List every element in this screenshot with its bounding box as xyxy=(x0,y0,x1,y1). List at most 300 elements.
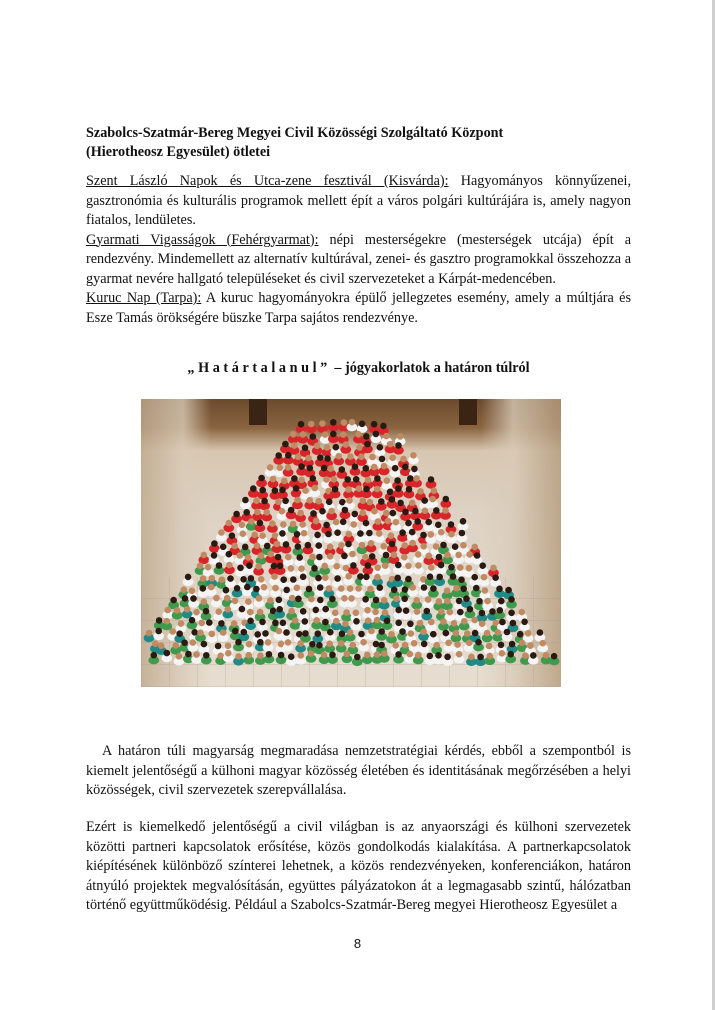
person-head xyxy=(371,464,378,471)
person-head xyxy=(427,573,434,580)
person-head xyxy=(508,596,515,603)
person-head xyxy=(266,651,273,658)
person-head xyxy=(245,598,252,605)
person-head xyxy=(267,597,274,604)
person-head xyxy=(239,522,246,529)
person-head xyxy=(248,518,255,525)
person-head xyxy=(208,584,215,591)
person-head xyxy=(265,639,272,646)
person-head xyxy=(347,629,354,636)
person-head xyxy=(401,554,408,561)
page-number: 8 xyxy=(353,936,362,951)
person-head xyxy=(283,587,290,594)
person-head xyxy=(301,530,308,537)
person-head xyxy=(219,576,226,583)
person-head xyxy=(402,642,409,649)
person-head xyxy=(425,519,432,526)
person-head xyxy=(279,508,286,515)
person-head xyxy=(468,654,475,661)
person-head xyxy=(454,641,461,648)
person-head xyxy=(363,574,370,581)
person-head xyxy=(313,518,320,525)
person-head xyxy=(223,587,230,594)
person-head xyxy=(280,521,287,528)
person-head xyxy=(201,552,208,559)
person-head xyxy=(443,630,450,637)
idea-title: Szent László Napok és Utca-zene fesztivál (Kisvárda): xyxy=(86,173,449,189)
person-head xyxy=(447,609,454,616)
person-head xyxy=(353,618,360,625)
person-head xyxy=(288,653,295,660)
person-head xyxy=(498,598,505,605)
photo-subtitle xyxy=(86,360,631,377)
person-head xyxy=(262,630,269,637)
person-head xyxy=(209,575,216,582)
person-head xyxy=(300,431,307,438)
person-head xyxy=(322,606,329,613)
person-head xyxy=(308,421,315,428)
person-head xyxy=(308,596,315,603)
person-head xyxy=(444,587,451,594)
person-head xyxy=(374,617,381,624)
person-head xyxy=(496,586,503,593)
person-head xyxy=(190,595,197,602)
person-head xyxy=(539,640,546,647)
person-head xyxy=(176,653,183,660)
person-head xyxy=(371,421,378,428)
person-head xyxy=(264,543,271,550)
person-head xyxy=(317,454,324,461)
person-head xyxy=(225,650,232,657)
person-head xyxy=(323,476,330,483)
person-head xyxy=(288,565,295,572)
person-head xyxy=(457,609,464,616)
person-head xyxy=(334,575,341,582)
person-head xyxy=(329,652,336,659)
person-head xyxy=(314,532,321,539)
person-head xyxy=(340,519,347,526)
person-head xyxy=(505,587,512,594)
person-head xyxy=(414,608,421,615)
person-head xyxy=(444,654,451,661)
person-head xyxy=(341,553,348,560)
person-head xyxy=(310,510,317,517)
person-head xyxy=(422,507,429,514)
paragraph-text: Ezért is kiemelkedő jelentőségű a civil világban is az anyaországi és külhoni szervezetek közötti partneri kapcsolatok erősítése, közös gondolkodás kialakítása. A partnerkapcsolatok kiépítésének különböző színterei lehetnek, a közös rendezvényeken, konferenciákon, határon átnyúló projektek megvalósításán, együttes pályázatokon át a legmagasabb szintű, hálózatban történő együttműködésig. Például a Szabolcs-Szatmár-Bereg megyei Hierotheosz Egyesület a xyxy=(86,819,631,913)
subtitle-spaced: „Határtalanul” xyxy=(187,360,331,376)
person-head xyxy=(332,610,339,617)
person-head xyxy=(240,530,247,537)
person-head xyxy=(383,510,390,517)
person-head xyxy=(298,421,305,428)
person-head xyxy=(313,617,320,624)
person-head xyxy=(463,595,470,602)
person-head xyxy=(327,465,334,472)
person-head xyxy=(342,507,349,514)
person-head xyxy=(433,507,440,514)
person-head xyxy=(313,607,320,614)
person-head xyxy=(305,542,312,549)
person-head xyxy=(244,584,251,591)
person-head xyxy=(444,598,451,605)
person-head xyxy=(245,554,252,561)
person-head xyxy=(246,641,253,648)
person-head xyxy=(466,551,473,558)
person-head xyxy=(507,651,514,658)
person-head xyxy=(429,496,436,503)
person-head xyxy=(335,453,342,460)
person-head xyxy=(288,608,295,615)
person-head xyxy=(323,522,330,529)
person-head xyxy=(185,574,192,581)
person-head xyxy=(240,576,247,583)
person-head xyxy=(234,585,241,592)
person-head xyxy=(297,640,304,647)
idea-title: Gyarmati Vigasságok (Fehérgyarmat): xyxy=(86,231,319,248)
person-head xyxy=(388,631,395,638)
person-head xyxy=(258,475,265,482)
person-head xyxy=(395,562,402,569)
person-head xyxy=(185,651,192,658)
person-head xyxy=(328,508,335,515)
person-head xyxy=(472,630,479,637)
person-head xyxy=(395,651,402,658)
person-head xyxy=(401,596,408,603)
person-head xyxy=(164,618,171,625)
person-head xyxy=(347,585,354,592)
person-head xyxy=(525,630,532,637)
person-head xyxy=(315,498,322,505)
person-head xyxy=(448,531,455,538)
person-head xyxy=(484,598,491,605)
person-head xyxy=(326,640,333,647)
person-head xyxy=(334,529,341,536)
person-head xyxy=(330,431,337,438)
person-head xyxy=(453,630,460,637)
person-head xyxy=(245,652,252,659)
person-head xyxy=(203,652,210,659)
person-head xyxy=(438,529,445,536)
person-head xyxy=(408,630,415,637)
person-head xyxy=(309,554,316,561)
person-head xyxy=(296,554,303,561)
person-head xyxy=(146,630,153,637)
person-head xyxy=(371,508,378,515)
person-head xyxy=(410,452,417,459)
person-head xyxy=(426,553,433,560)
person-head xyxy=(405,563,412,570)
person-head xyxy=(351,521,358,528)
person-head xyxy=(383,552,390,559)
person-head xyxy=(402,464,409,471)
person-head xyxy=(521,619,528,626)
person-head xyxy=(253,497,260,504)
person-head xyxy=(436,554,443,561)
person-head xyxy=(254,509,261,516)
person-head xyxy=(164,607,171,614)
person-head xyxy=(363,520,370,527)
person-head xyxy=(466,640,473,647)
person-head xyxy=(276,606,283,613)
person-head xyxy=(349,551,356,558)
person-head xyxy=(309,641,316,648)
person-head xyxy=(330,419,337,426)
person-head xyxy=(281,478,288,485)
person-head xyxy=(481,574,488,581)
person-head xyxy=(322,619,329,626)
person-head xyxy=(367,499,374,506)
person-head xyxy=(295,596,302,603)
person-head xyxy=(326,585,333,592)
person-head xyxy=(327,629,334,636)
person-head xyxy=(205,564,212,571)
person-head xyxy=(209,631,216,638)
person-head xyxy=(433,642,440,649)
person-head xyxy=(233,511,240,518)
person-head xyxy=(345,573,352,580)
person-head xyxy=(298,463,305,470)
person-head xyxy=(353,476,360,483)
person-head xyxy=(279,530,286,537)
person-head xyxy=(475,639,482,646)
person-head xyxy=(346,497,353,504)
person-head xyxy=(389,455,396,462)
person-head xyxy=(395,442,402,449)
person-head xyxy=(350,562,357,569)
person-head xyxy=(367,586,374,593)
person-head xyxy=(395,485,402,492)
person-head xyxy=(460,518,467,525)
person-head xyxy=(291,475,298,482)
person-head xyxy=(352,463,359,470)
person-head xyxy=(211,540,218,547)
person-head xyxy=(155,628,162,635)
person-head xyxy=(436,598,443,605)
person-head xyxy=(381,650,388,657)
person-head xyxy=(164,650,171,657)
person-head xyxy=(384,618,391,625)
person-head xyxy=(319,420,326,427)
person-head xyxy=(382,609,389,616)
person-head xyxy=(306,497,313,504)
person-head xyxy=(292,617,299,624)
person-head xyxy=(358,453,365,460)
person-head xyxy=(285,464,292,471)
person-head xyxy=(415,551,422,558)
person-head xyxy=(358,631,365,638)
person-head xyxy=(294,585,301,592)
person-head xyxy=(374,475,381,482)
person-head xyxy=(355,585,362,592)
person-head xyxy=(305,455,312,462)
person-head xyxy=(226,551,233,558)
person-head xyxy=(272,585,279,592)
person-head xyxy=(519,609,526,616)
person-head xyxy=(452,543,459,550)
person-head xyxy=(348,595,355,602)
person-head xyxy=(519,640,526,647)
person-head xyxy=(310,433,317,440)
idea-item xyxy=(86,231,631,290)
person-head xyxy=(316,642,323,649)
person-head xyxy=(417,488,424,495)
heading-line-2: (Hierotheosz Egyesület) ötletei xyxy=(86,144,271,160)
person-head xyxy=(327,553,334,560)
person-head xyxy=(285,554,292,561)
person-head xyxy=(363,433,370,440)
person-head xyxy=(197,563,204,570)
person-head xyxy=(300,608,307,615)
person-head xyxy=(364,652,371,659)
person-head xyxy=(364,441,371,448)
person-head xyxy=(317,597,324,604)
person-head xyxy=(255,563,262,570)
person-head xyxy=(216,608,223,615)
person-head xyxy=(269,520,276,527)
person-head xyxy=(428,564,435,571)
person-head xyxy=(256,595,263,602)
person-head xyxy=(438,608,445,615)
person-head xyxy=(436,574,443,581)
person-head xyxy=(369,454,376,461)
person-head xyxy=(362,596,369,603)
person-head xyxy=(407,651,414,658)
person-head xyxy=(338,585,345,592)
person-head xyxy=(409,584,416,591)
person-head xyxy=(474,552,481,559)
person-head xyxy=(285,452,292,459)
person-head xyxy=(307,465,314,472)
person-head xyxy=(401,542,408,549)
person-head xyxy=(178,620,185,627)
ideas-list xyxy=(86,172,631,328)
person-head xyxy=(453,585,460,592)
person-head xyxy=(280,576,287,583)
person-head xyxy=(295,543,302,550)
person-head xyxy=(457,564,464,571)
person-head xyxy=(306,586,313,593)
person-head xyxy=(345,541,352,548)
idea-text: A kuruc hagyományokra épülő jellegzetes esemény, amely a múltjára és Esze Tamás örökségére büszke Tarpa sajátos rendezvénye. xyxy=(86,290,631,326)
person-head xyxy=(341,595,348,602)
person-head xyxy=(366,530,373,537)
person-head xyxy=(472,544,479,551)
person-head xyxy=(409,500,416,507)
person-head xyxy=(374,574,381,581)
person-head xyxy=(295,453,302,460)
person-head xyxy=(224,595,231,602)
person-head xyxy=(473,585,480,592)
person-head xyxy=(282,498,289,505)
person-head xyxy=(477,654,484,661)
person-head xyxy=(411,466,418,473)
person-head xyxy=(200,575,207,582)
person-head xyxy=(380,543,387,550)
person-head xyxy=(321,563,328,570)
person-head xyxy=(381,463,388,470)
person-head xyxy=(484,630,491,637)
person-head xyxy=(333,618,340,625)
person-head xyxy=(321,652,328,659)
person-head xyxy=(275,554,282,561)
person-head xyxy=(349,419,356,426)
person-head xyxy=(428,476,435,483)
person-head xyxy=(213,595,220,602)
person-head xyxy=(327,544,334,551)
person-head xyxy=(391,552,398,559)
person-head xyxy=(508,610,515,617)
person-head xyxy=(476,598,483,605)
person-head xyxy=(261,498,268,505)
person-head xyxy=(316,554,323,561)
person-head xyxy=(229,532,236,539)
person-head xyxy=(421,641,428,648)
person-head xyxy=(237,565,244,572)
person-head xyxy=(322,574,329,581)
person-head xyxy=(543,652,550,659)
person-head xyxy=(490,565,497,572)
person-head xyxy=(170,597,177,604)
person-head xyxy=(377,584,384,591)
person-head xyxy=(259,532,266,539)
person-head xyxy=(310,475,317,482)
person-head xyxy=(498,642,505,649)
idea-text: népi mesterségekre (mesterségek utcája) épít a rendezvény. Mindemellett az alternatív kultúrával, zenei- és gasztro programokkal összehozza a gyarmat nevére hallgató településeket és civil szervezeteket a Kárpát-medencében. xyxy=(86,231,631,287)
person-head xyxy=(382,562,389,569)
person-head xyxy=(372,609,379,616)
person-head xyxy=(311,565,318,572)
person-head xyxy=(215,643,222,650)
person-head xyxy=(333,444,340,451)
person-head xyxy=(424,608,431,615)
person-head xyxy=(158,643,165,650)
person-head xyxy=(421,584,428,591)
person-head xyxy=(486,643,493,650)
person-head xyxy=(283,541,290,548)
person-head xyxy=(378,498,385,505)
person-head xyxy=(459,530,466,537)
person-head xyxy=(259,619,266,626)
person-head xyxy=(258,552,265,559)
person-head xyxy=(200,585,207,592)
person-head xyxy=(198,620,205,627)
person-head xyxy=(421,497,428,504)
person-head xyxy=(393,519,400,526)
person-head xyxy=(388,532,395,539)
person-head xyxy=(291,442,298,449)
person-head xyxy=(253,586,260,593)
person-head xyxy=(365,477,372,484)
person-head xyxy=(397,433,404,440)
person-head xyxy=(324,455,331,462)
person-head xyxy=(389,496,396,503)
person-head xyxy=(414,518,421,525)
person-head xyxy=(294,497,301,504)
person-head xyxy=(190,639,197,646)
person-head xyxy=(527,642,534,649)
person-head xyxy=(537,629,544,636)
person-head xyxy=(551,653,558,660)
person-head xyxy=(297,510,304,517)
person-head xyxy=(325,531,332,538)
person-head xyxy=(471,617,478,624)
person-head xyxy=(246,562,253,569)
person-head xyxy=(257,652,264,659)
person-head xyxy=(332,486,339,493)
person-head xyxy=(302,630,309,637)
person-head xyxy=(277,563,284,570)
person-head xyxy=(176,630,183,637)
